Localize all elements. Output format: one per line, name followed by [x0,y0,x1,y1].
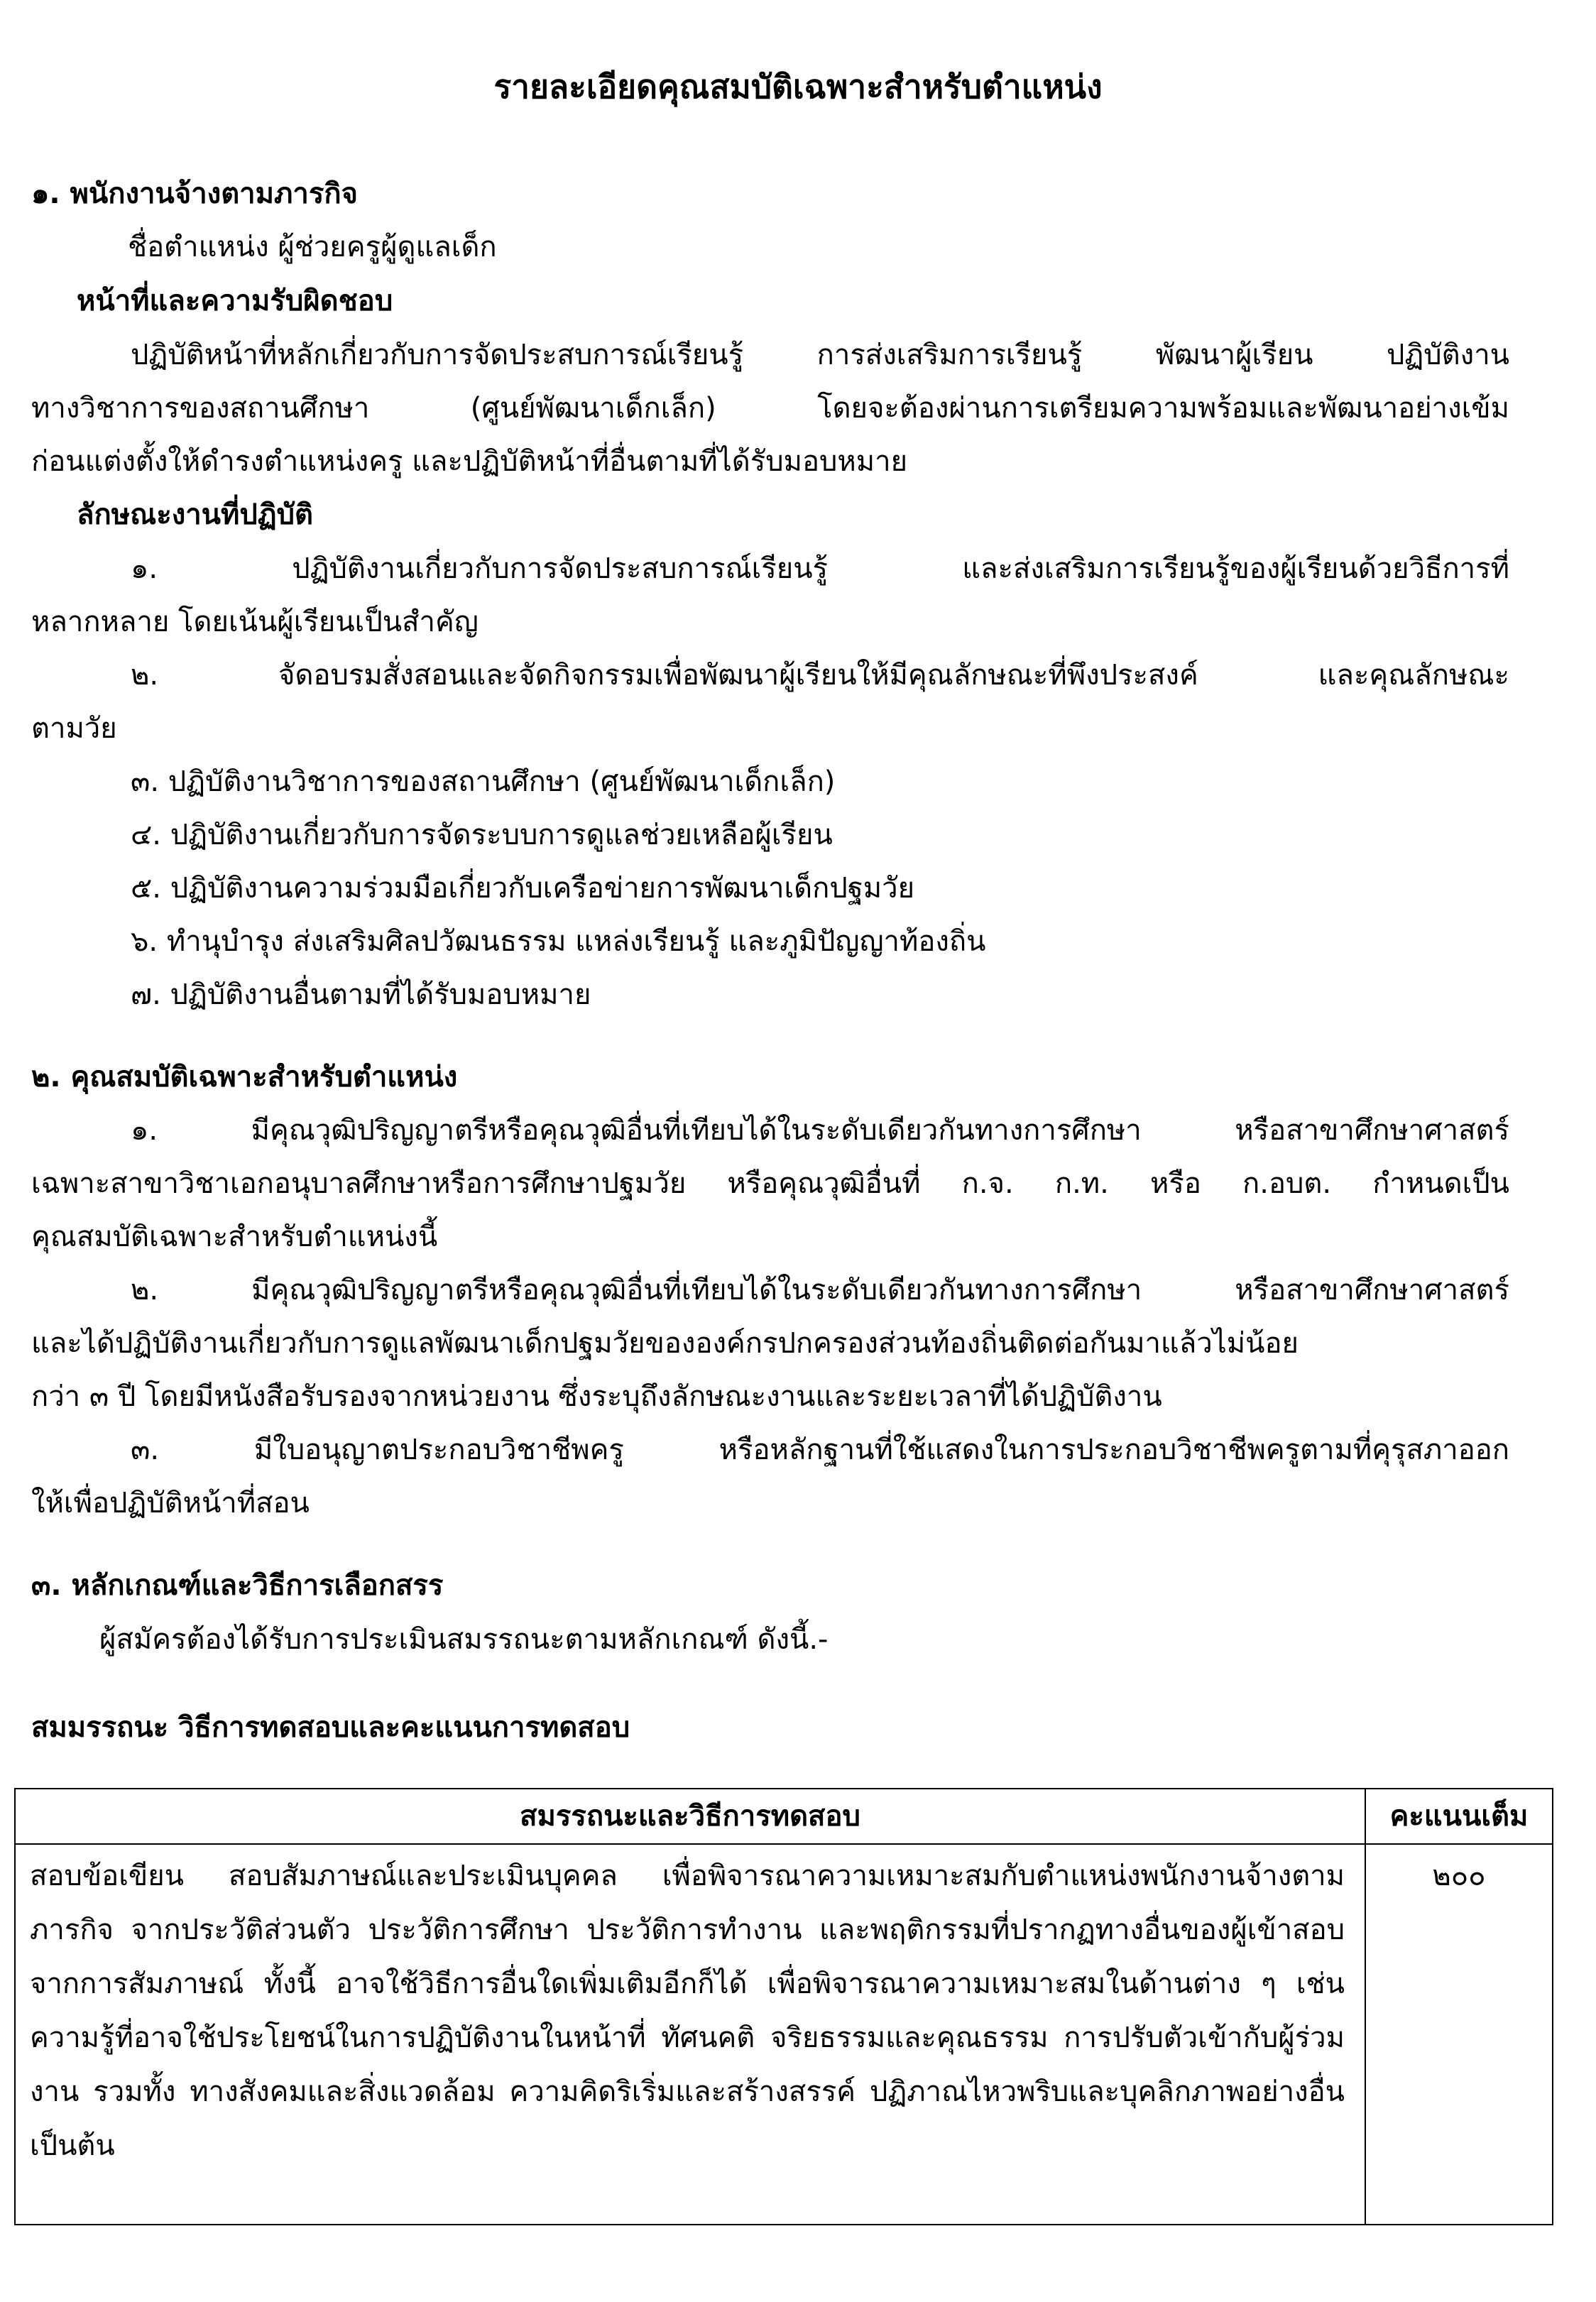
qualification-line: กว่า ๓ ปี โดยมีหนังสือรับรองจากหน่วยงาน ซึ่งระบุถึงลักษณะงานและระยะเวลาที่ได้ปฏิบัติงาน [31,1380,1162,1413]
work-item: ๔. ปฏิบัติงานเกี่ยวกับการจัดระบบการดูแลช่วยเหลือผู้เรียน [131,819,833,851]
qualification-line: ๓. มีใบอนุญาตประกอบวิชาชีพครู หรือหลักฐานที่ใช้แสดงในการประกอบวิชาชีพครูตามที่คุรุสภาออก [131,1434,1509,1466]
criteria-table [14,1788,1553,2225]
qualification-line: ๒. มีคุณวุฒิปริญญาตรีหรือคุณวุฒิอื่นที่เทียบได้ในระดับเดียวกันทางการศึกษา หรือสาขาศึกษาศาสตร์ [131,1274,1509,1307]
qualification-line: ๑. มีคุณวุฒิปริญญาตรีหรือคุณวุฒิอื่นที่เทียบได้ในระดับเดียวกันทางการศึกษา หรือสาขาศึกษาศาสตร์ [131,1114,1509,1147]
work-item: ๕. ปฏิบัติงานความร่วมมือเกี่ยวกับเครือข่ายการพัฒนาเด็กปฐมวัย [131,872,915,905]
qualification-line: คุณสมบัติเฉพาะสำหรับตำแหน่งนี้ [31,1221,438,1253]
selection-intro: ผู้สมัครต้องได้รับการประเมินสมรรถนะตามหลักเกณฑ์ ดังนี้.- [99,1623,829,1656]
section-3-heading: ๓. หลักเกณฑ์และวิธีการเลือกสรร [31,1569,444,1602]
work-item-cont: ตามวัย [31,712,117,745]
duty-line: ปฏิบัติหน้าที่หลักเกี่ยวกับการจัดประสบการณ์เรียนรู้ การส่งเสริมการเรียนรู้ พัฒนาผู้เรียน ปฏิบัติงาน [131,339,1509,371]
column-header-full-score: คะแนนเต็ม [1365,1789,1553,1844]
section-1-heading: ๑. พนักงานจ้างตามภารกิจ [31,178,358,210]
table-heading: สมมรรถนะ วิธีการทดสอบและคะแนนการทดสอบ [31,1711,630,1744]
work-item-cont: หลากหลาย โดยเน้นผู้เรียนเป็นสำคัญ [31,606,479,638]
work-item: ๓. ปฏิบัติงานวิชาการของสถานศึกษา (ศูนย์พัฒนาเด็กเล็ก) [131,765,836,798]
position-name: ชื่อตำแหน่ง ผู้ช่วยครูผู้ดูแลเด็ก [128,231,497,263]
work-item: ๑. ปฏิบัติงานเกี่ยวกับการจัดประสบการณ์เรียนรู้ และส่งเสริมการเรียนรู้ของผู้เรียนด้วยวิธีการที่ [131,552,1509,585]
qualification-line: เฉพาะสาขาวิชาเอกอนุบาลศึกษาหรือการศึกษาปฐมวัย หรือคุณวุฒิอื่นที่ ก.จ. ก.ท. หรือ ก.อบต. กำหนดเป็น [31,1167,1509,1200]
duty-line: ทางวิชาการของสถานศึกษา (ศูนย์พัฒนาเด็กเล็ก) โดยจะต้องผ่านการเตรียมความพร้อมและพัฒนาอย่างเข้ม [31,392,1509,425]
criteria-description: สอบข้อเขียน สอบสัมภาษณ์และประเมินบุคคล เพื่อพิจารณาความเหมาะสมกับตำแหน่งพนักงานจ้างตามภารกิจ จากประวัติส่วนตัว ประวัติการศึกษา ประวัติการทำงาน และพฤติกรรมที่ปรากฏทางอื่นของผู้เข้าสอบจากการสัมภาษณ์ ทั้งนี้ อาจใช้วิธีการอื่นใดเพิ่มเติมอีกก็ได้ เพื่อพิจารณาความเหมาะสมในด้านต่าง ๆ เช่น ความรู้ที่อาจใช้ประโยชน์ในการปฏิบัติงานในหน้าที่ ทัศนคติ จริยธรรมและคุณธรรม การปรับตัวเข้ากับผู้ร่วมงาน รวมทั้ง ทางสังคมและสิ่งแวดล้อม ความคิดริเริ่มและสร้างสรรค์ ปฏิภาณไหวพริบและบุคลิกภาพอย่างอื่น เป็นต้น [15,1844,1365,2225]
full-score-value: ๒๐๐ [1365,1844,1553,2225]
work-heading: ลักษณะงานที่ปฏิบัติ [77,498,314,531]
work-item: ๗. ปฏิบัติงานอื่นตามที่ได้รับมอบหมาย [131,978,591,1011]
document-title: รายละเอียดคุณสมบัติเฉพาะสำหรับตำแหน่ง [493,67,1103,106]
qualification-line: ให้เพื่อปฏิบัติหน้าที่สอน [31,1487,310,1520]
qualification-line: และได้ปฏิบัติงานเกี่ยวกับการดูแลพัฒนาเด็กปฐมวัยขององค์กรปกครองส่วนท้องถิ่นติดต่อกันมาแล้วไม่น้อย [31,1327,1299,1360]
section-2-heading: ๒. คุณสมบัติเฉพาะสำหรับตำแหน่ง [31,1061,458,1093]
duty-line: ก่อนแต่งตั้งให้ดำรงตำแหน่งครู และปฏิบัติหน้าที่อื่นตามที่ได้รับมอบหมาย [31,445,908,478]
table-row [15,1844,1553,2225]
duty-heading: หน้าที่และความรับผิดชอบ [77,285,393,317]
work-item: ๖. ทำนุบำรุง ส่งเสริมศิลปวัฒนธรรม แหล่งเรียนรู้ และภูมิปัญญาท้องถิ่น [131,925,986,958]
column-header-criteria: สมรรถนะและวิธีการทดสอบ [15,1789,1365,1844]
work-item: ๒. จัดอบรมสั่งสอนและจัดกิจกรรมเพื่อพัฒนาผู้เรียนให้มีคุณลักษณะที่พึงประสงค์ และคุณลักษณะ [131,659,1509,692]
table-header-row [15,1789,1553,1844]
